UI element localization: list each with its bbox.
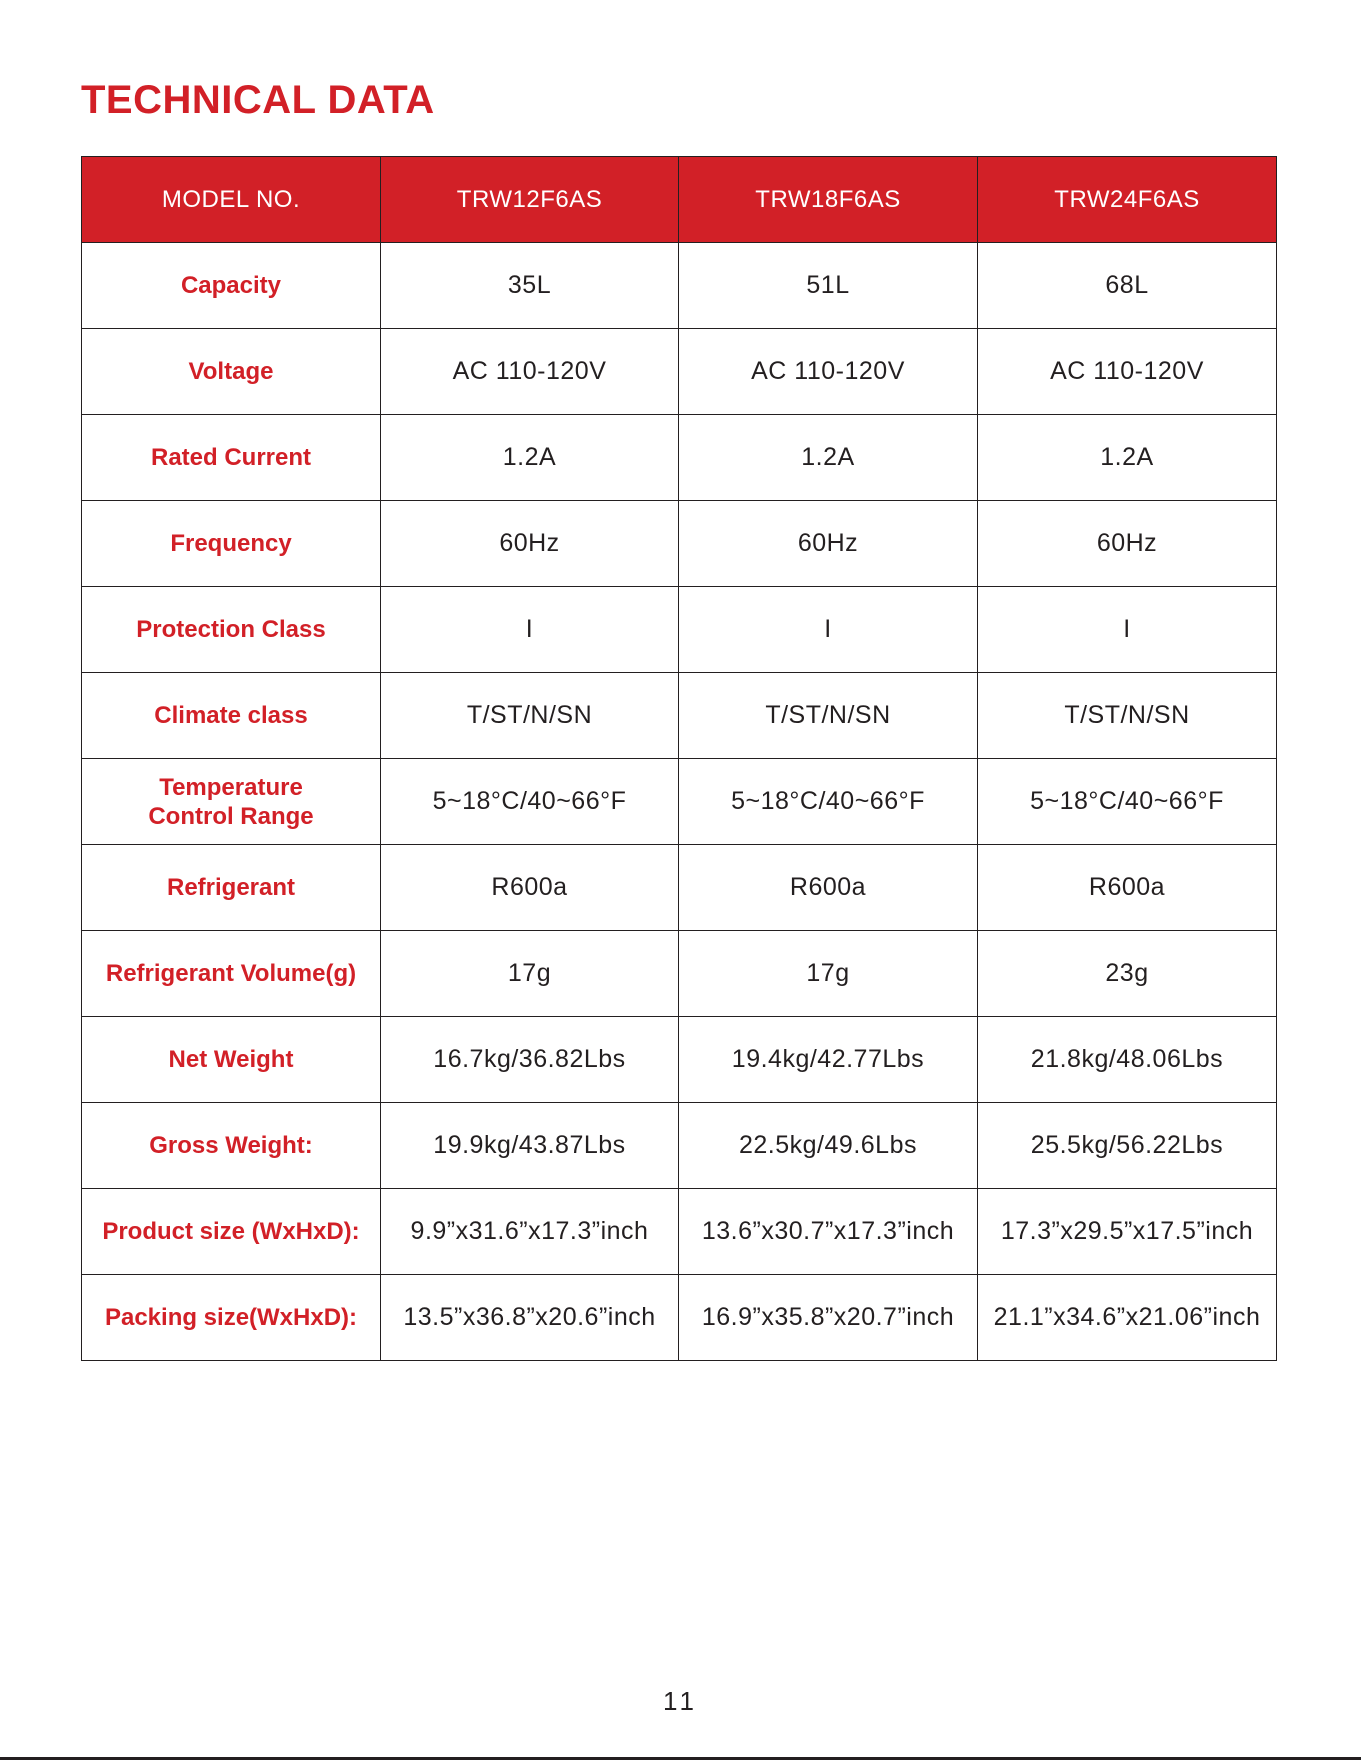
cell-value: 1.2A bbox=[679, 415, 978, 501]
table-row bbox=[82, 1103, 1277, 1189]
table-row bbox=[82, 415, 1277, 501]
cell-value: 17g bbox=[679, 931, 978, 1017]
row-label: Packing size(WxHxD): bbox=[82, 1275, 381, 1361]
page-title: TECHNICAL DATA bbox=[81, 78, 435, 122]
cell-value: 51L bbox=[679, 243, 978, 329]
cell-value: 17g bbox=[381, 931, 679, 1017]
header-model-1: TRW12F6AS bbox=[381, 157, 679, 243]
cell-value: T/ST/N/SN bbox=[978, 673, 1277, 759]
row-label: Net Weight bbox=[82, 1017, 381, 1103]
cell-value: 16.7kg/36.82Lbs bbox=[381, 1017, 679, 1103]
cell-value: 1.2A bbox=[978, 415, 1277, 501]
cell-value: 5~18°C/40~66°F bbox=[381, 759, 679, 845]
cell-value: 1.2A bbox=[381, 415, 679, 501]
table-row bbox=[82, 501, 1277, 587]
cell-value: 23g bbox=[978, 931, 1277, 1017]
row-label: Refrigerant Volume(g) bbox=[82, 931, 381, 1017]
table-row bbox=[82, 587, 1277, 673]
table-row bbox=[82, 1275, 1277, 1361]
header-model-no: MODEL NO. bbox=[82, 157, 381, 243]
row-label: Refrigerant bbox=[82, 845, 381, 931]
row-label: Rated Current bbox=[82, 415, 381, 501]
table-row bbox=[82, 673, 1277, 759]
cell-value: 16.9”x35.8”x20.7”inch bbox=[679, 1275, 978, 1361]
cell-value: 13.5”x36.8”x20.6”inch bbox=[381, 1275, 679, 1361]
cell-value: AC 110-120V bbox=[978, 329, 1277, 415]
cell-value: 9.9”x31.6”x17.3”inch bbox=[381, 1189, 679, 1275]
cell-value: 17.3”x29.5”x17.5”inch bbox=[978, 1189, 1277, 1275]
cell-value: 22.5kg/49.6Lbs bbox=[679, 1103, 978, 1189]
cell-value: T/ST/N/SN bbox=[679, 673, 978, 759]
row-label: Temperature Control Range bbox=[82, 759, 381, 845]
cell-value: R600a bbox=[679, 845, 978, 931]
table-row bbox=[82, 759, 1277, 845]
table-row bbox=[82, 1189, 1277, 1275]
table-body bbox=[82, 243, 1277, 1361]
table-row bbox=[82, 1017, 1277, 1103]
cell-value: 21.8kg/48.06Lbs bbox=[978, 1017, 1277, 1103]
table-row bbox=[82, 329, 1277, 415]
cell-value: 5~18°C/40~66°F bbox=[978, 759, 1277, 845]
row-label: Protection Class bbox=[82, 587, 381, 673]
row-label: Voltage bbox=[82, 329, 381, 415]
cell-value: 60Hz bbox=[381, 501, 679, 587]
row-label: Frequency bbox=[82, 501, 381, 587]
table-header-row bbox=[82, 157, 1277, 243]
cell-value: 68L bbox=[978, 243, 1277, 329]
cell-value: 35L bbox=[381, 243, 679, 329]
technical-data-table bbox=[81, 156, 1277, 1361]
header-model-3: TRW24F6AS bbox=[978, 157, 1277, 243]
cell-value: I bbox=[381, 587, 679, 673]
table-row bbox=[82, 845, 1277, 931]
bottom-rule bbox=[0, 1757, 1361, 1760]
cell-value: 21.1”x34.6”x21.06”inch bbox=[978, 1275, 1277, 1361]
row-label: Capacity bbox=[82, 243, 381, 329]
cell-value: AC 110-120V bbox=[381, 329, 679, 415]
cell-value: R600a bbox=[381, 845, 679, 931]
cell-value: R600a bbox=[978, 845, 1277, 931]
row-label: Product size (WxHxD): bbox=[82, 1189, 381, 1275]
cell-value: I bbox=[679, 587, 978, 673]
table-row bbox=[82, 243, 1277, 329]
cell-value: T/ST/N/SN bbox=[381, 673, 679, 759]
row-label: Climate class bbox=[82, 673, 381, 759]
cell-value: 60Hz bbox=[978, 501, 1277, 587]
cell-value: 60Hz bbox=[679, 501, 978, 587]
cell-value: AC 110-120V bbox=[679, 329, 978, 415]
cell-value: 13.6”x30.7”x17.3”inch bbox=[679, 1189, 978, 1275]
header-model-2: TRW18F6AS bbox=[679, 157, 978, 243]
cell-value: 25.5kg/56.22Lbs bbox=[978, 1103, 1277, 1189]
row-label: Gross Weight: bbox=[82, 1103, 381, 1189]
cell-value: 19.9kg/43.87Lbs bbox=[381, 1103, 679, 1189]
page-number: 11 bbox=[663, 1686, 698, 1716]
cell-value: 5~18°C/40~66°F bbox=[679, 759, 978, 845]
cell-value: I bbox=[978, 587, 1277, 673]
table-row bbox=[82, 931, 1277, 1017]
cell-value: 19.4kg/42.77Lbs bbox=[679, 1017, 978, 1103]
